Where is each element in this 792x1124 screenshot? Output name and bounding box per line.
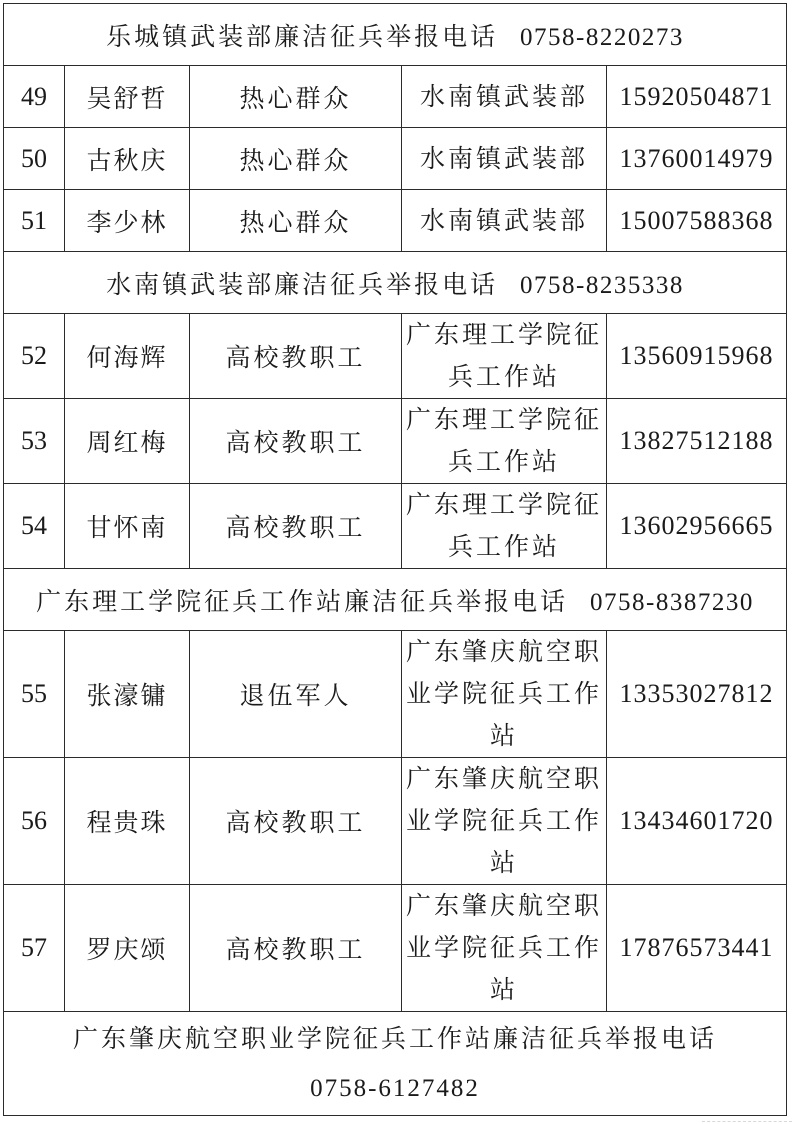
person-role: 高校教职工 (190, 484, 402, 569)
hotline-label: 广东理工学院征兵工作站廉洁征兵举报电话 (36, 586, 569, 616)
person-organization: 广东肇庆航空职业学院征兵工作站 (402, 758, 607, 885)
row-number: 54 (4, 484, 65, 569)
hotline-cell (4, 252, 787, 314)
person-role: 退伍军人 (190, 631, 402, 758)
person-name: 张濠镛 (65, 631, 190, 758)
person-role: 热心群众 (190, 190, 402, 252)
row-number: 53 (4, 399, 65, 484)
row-number: 55 (4, 631, 65, 758)
page-edge-mark (702, 1115, 792, 1122)
person-phone: 13434601720 (607, 758, 787, 885)
hotline-label: 乐城镇武装部廉洁征兵举报电话 (106, 21, 499, 51)
hotline-cell (4, 569, 787, 631)
hotline-row (4, 4, 787, 66)
person-name: 古秋庆 (65, 128, 190, 190)
person-organization: 广东理工学院征兵工作站 (402, 314, 607, 399)
person-phone: 13827512188 (607, 399, 787, 484)
hotline-row (4, 252, 787, 314)
person-role: 热心群众 (190, 66, 402, 128)
person-organization: 水南镇武装部 (402, 128, 607, 190)
hotline-number: 0758-6127482 (310, 1074, 480, 1102)
hotline-label: 广东肇庆航空职业学院征兵工作站廉洁征兵举报电话 (72, 1023, 717, 1053)
hotline-number: 0758-8220273 (520, 23, 684, 51)
row-number: 50 (4, 128, 65, 190)
person-phone: 17876573441 (607, 885, 787, 1012)
person-phone: 13602956665 (607, 484, 787, 569)
person-name: 吴舒哲 (65, 66, 190, 128)
person-organization: 广东肇庆航空职业学院征兵工作站 (402, 885, 607, 1012)
hotline-number: 0758-8387230 (590, 588, 754, 616)
person-phone: 13353027812 (607, 631, 787, 758)
person-role: 高校教职工 (190, 758, 402, 885)
hotline-cell (4, 1012, 787, 1116)
row-number: 57 (4, 885, 65, 1012)
row-number: 49 (4, 66, 65, 128)
hotline-number: 0758-8235338 (520, 271, 684, 299)
person-phone: 15007588368 (607, 190, 787, 252)
table-row (4, 631, 787, 758)
person-organization: 水南镇武装部 (402, 190, 607, 252)
person-name: 李少林 (65, 190, 190, 252)
supervisor-table (3, 3, 787, 1116)
hotline-cell (4, 4, 787, 66)
person-name: 程贵珠 (65, 758, 190, 885)
table-row (4, 314, 787, 399)
table-row (4, 66, 787, 128)
person-organization: 广东理工学院征兵工作站 (402, 484, 607, 569)
row-number: 51 (4, 190, 65, 252)
person-phone: 15920504871 (607, 66, 787, 128)
table-row (4, 758, 787, 885)
hotline-label: 水南镇武装部廉洁征兵举报电话 (106, 269, 499, 299)
person-role: 高校教职工 (190, 885, 402, 1012)
table-row (4, 484, 787, 569)
person-phone: 13560915968 (607, 314, 787, 399)
person-name: 何海辉 (65, 314, 190, 399)
table-row (4, 885, 787, 1012)
table-row (4, 190, 787, 252)
person-role: 高校教职工 (190, 314, 402, 399)
person-role: 热心群众 (190, 128, 402, 190)
person-organization: 广东肇庆航空职业学院征兵工作站 (402, 631, 607, 758)
table-row (4, 399, 787, 484)
hotline-row (4, 569, 787, 631)
table-row (4, 128, 787, 190)
person-role: 高校教职工 (190, 399, 402, 484)
hotline-row (4, 1012, 787, 1116)
person-name: 甘怀南 (65, 484, 190, 569)
person-name: 周红梅 (65, 399, 190, 484)
person-organization: 广东理工学院征兵工作站 (402, 399, 607, 484)
person-organization: 水南镇武装部 (402, 66, 607, 128)
person-phone: 13760014979 (607, 128, 787, 190)
row-number: 52 (4, 314, 65, 399)
row-number: 56 (4, 758, 65, 885)
person-name: 罗庆颂 (65, 885, 190, 1012)
